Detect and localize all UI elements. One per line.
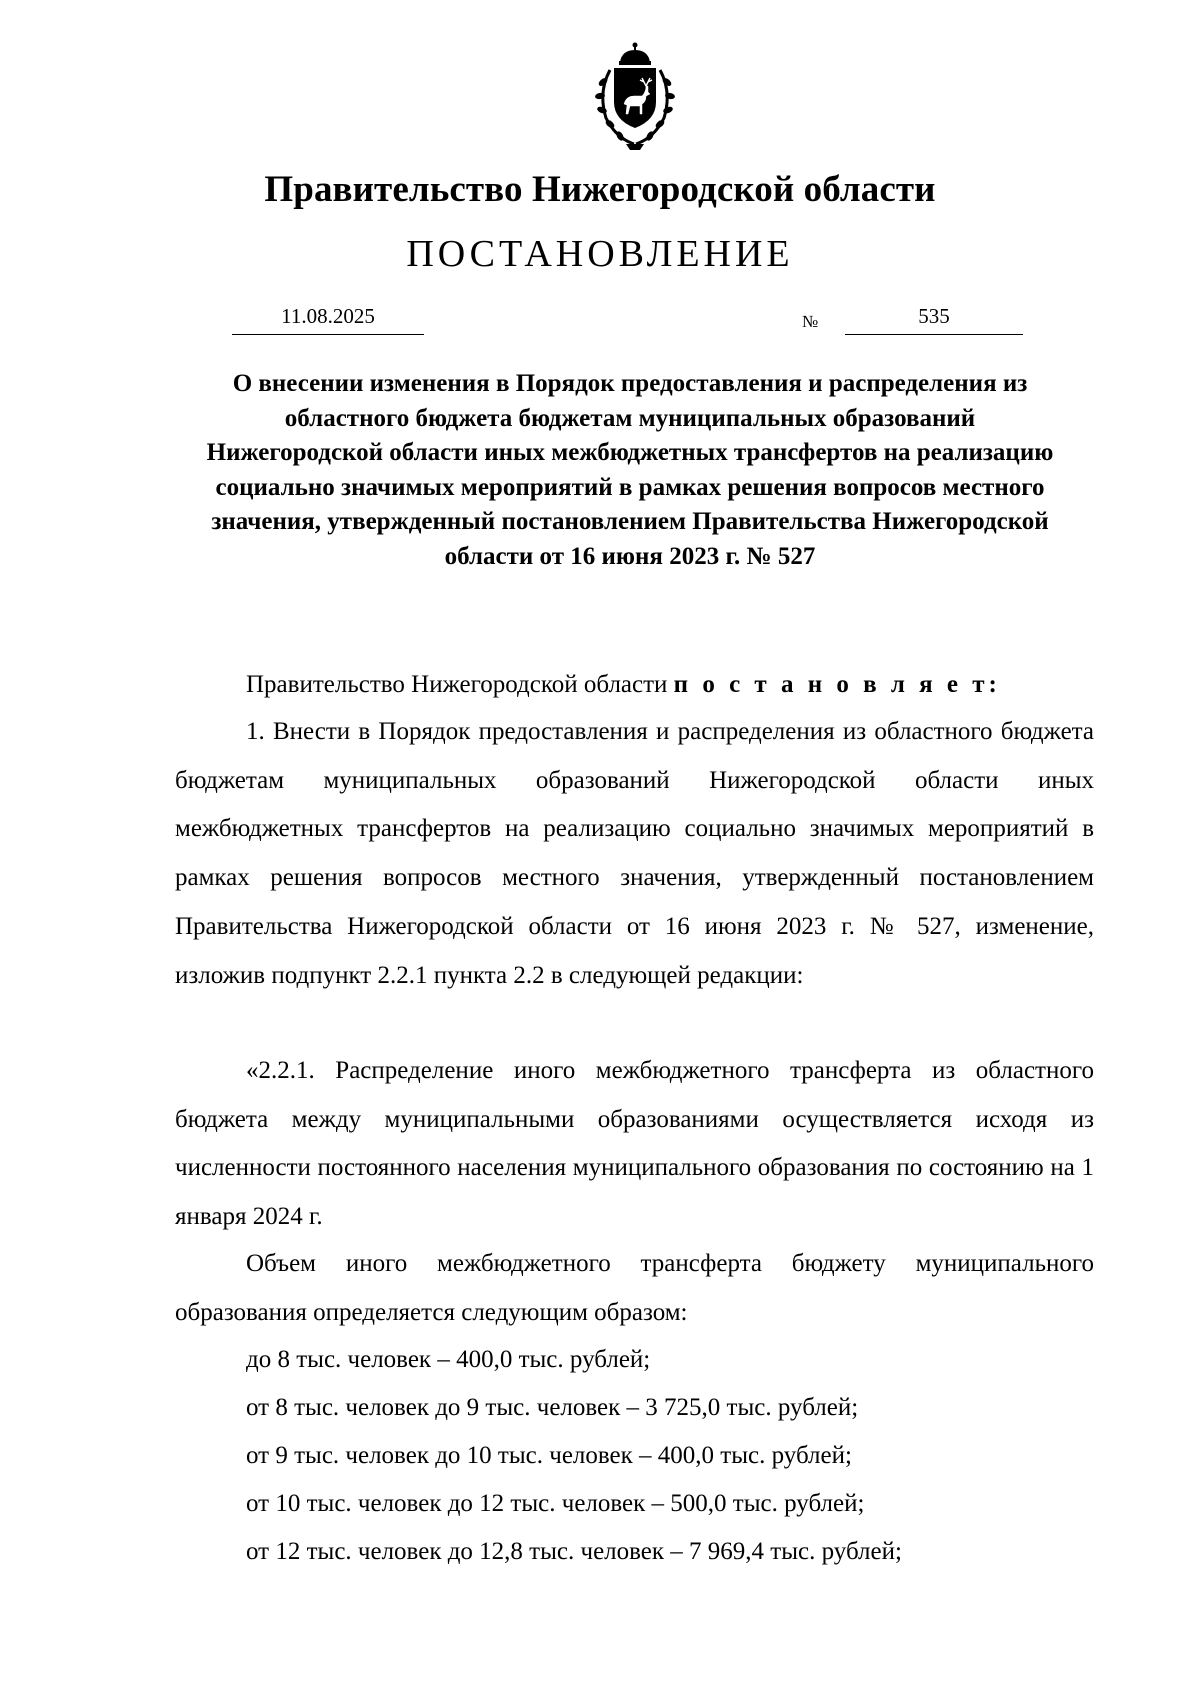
preamble-text: Правительство Нижегородской области: [246, 671, 674, 698]
bracket-item: до 8 тыс. человек – 400,0 тыс. рублей;: [246, 1346, 651, 1373]
item-1: 1. Внести в Порядок предоставления и распределения из областного бюджета бюджетам муниципальных образований Нижегородской области иных межбюджетных трансфертов на реализацию социально значимых мероприятий в рамках решения вопросов местного значения, утвержденный постановлением Правительства Нижегородской области от 16 июня 2023 г. № 527, изменение, изложив подпункт 2.2.1 пункта 2.2 в следующей редакции:: [175, 718, 1094, 989]
subitem-2-2-1: «2.2.1. Распределение иного межбюджетного трансферта из областного бюджета между муниципальными образованиями осуществляется исходя из численности постоянного населения муниципального образования по состоянию на 1 января 2024 г.: [175, 1057, 1094, 1231]
preamble-action: п о с т а н о в л я е т:: [673, 671, 1001, 698]
preamble: [175, 661, 1094, 710]
document-number: 535: [845, 304, 1023, 335]
number-sign: №: [802, 312, 819, 331]
bracket-item: от 12 тыс. человек до 12,8 тыс. человек – 7 969,4 тыс. рублей;: [246, 1538, 902, 1565]
document-date: 11.08.2025: [232, 304, 424, 335]
bracket-item: от 8 тыс. человек до 9 тыс. человек – 3 725,0 тыс. рублей;: [246, 1394, 859, 1421]
document-type: ПОСТАНОВЛЕНИЕ: [406, 233, 794, 275]
bracket-item: от 10 тыс. человек до 12 тыс. человек – 500,0 тыс. рублей;: [246, 1490, 865, 1517]
bracket-item: от 9 тыс. человек до 10 тыс. человек – 400,0 тыс. рублей;: [246, 1442, 852, 1469]
nizhny-novgorod-coat-of-arms-icon: [580, 40, 690, 155]
document-title: О внесении изменения в Порядок предоставления и распределения из областного бюджета бюджетам муниципальных образований Нижегородской области иных межбюджетных трансфертов на реализацию социально значимых мероприятий в рамках решения вопросов местного значения, утвержденный постановлением Правительства Нижегородской области от 16 июня 2023 г. № 527: [206, 370, 1054, 570]
government-name: Правительство Нижегородской области: [264, 169, 936, 210]
volume-intro: Объем иного межбюджетного трансферта бюджету муниципального образования определяется следующим образом:: [175, 1250, 1094, 1326]
